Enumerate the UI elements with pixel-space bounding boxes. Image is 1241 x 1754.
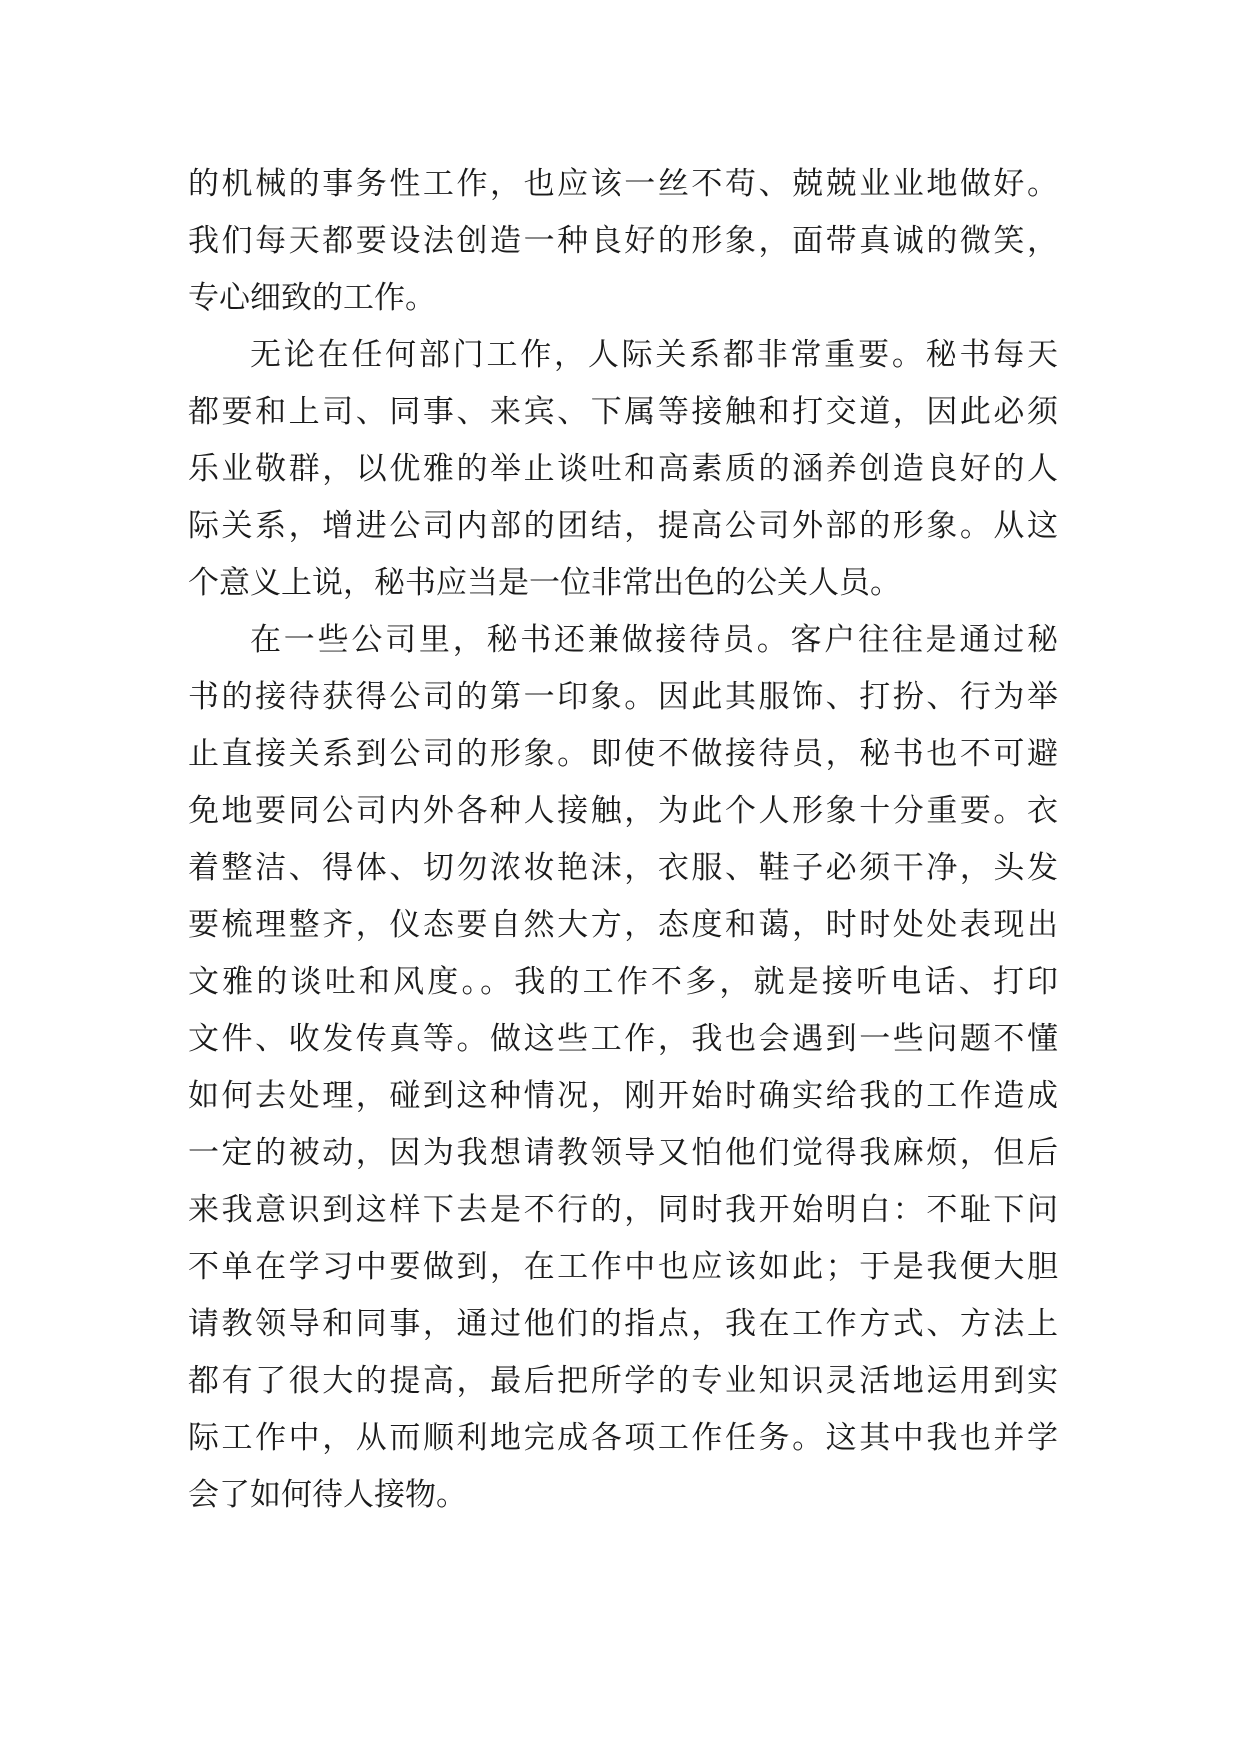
- text-line: 乐业敬群，以优雅的举止谈吐和高素质的涵养创造良好的人: [188, 451, 1058, 487]
- text-line: 止直接关系到公司的形象。即使不做接待员，秘书也不可避: [188, 736, 1058, 772]
- text-line: 都要和上司、同事、来宾、下属等接触和打交道，因此必须: [188, 394, 1058, 430]
- text-line: 免地要同公司内外各种人接触，为此个人形象十分重要。衣: [188, 793, 1058, 829]
- text-line: 际关系，增进公司内部的团结，提高公司外部的形象。从这: [188, 508, 1058, 544]
- text-line: 要梳理整齐，仪态要自然大方，态度和蔼，时时处处表现出: [188, 907, 1058, 943]
- text-line: 我们每天都要设法创造一种良好的形象，面带真诚的微笑，: [188, 223, 1058, 259]
- text-line: 专心细致的工作。: [188, 280, 436, 316]
- body-text: [188, 156, 1058, 1524]
- text-line: 来我意识到这样下去是不行的，同时我开始明白：不耻下问: [188, 1192, 1058, 1228]
- text-line: 书的接待获得公司的第一印象。因此其服饰、打扮、行为举: [188, 679, 1058, 715]
- text-line: 的机械的事务性工作，也应该一丝不苟、兢兢业业地做好。: [188, 166, 1058, 202]
- text-line: 无论在任何部门工作，人际关系都非常重要。秘书每天: [250, 337, 1058, 373]
- text-line: 如何去处理，碰到这种情况，刚开始时确实给我的工作造成: [188, 1078, 1058, 1114]
- text-line: 一定的被动，因为我想请教领导又怕他们觉得我麻烦，但后: [188, 1135, 1058, 1171]
- text-line: 会了如何待人接物。: [188, 1477, 467, 1513]
- text-line: 请教领导和同事，通过他们的指点，我在工作方式、方法上: [188, 1306, 1058, 1342]
- text-line: 文件、收发传真等。做这些工作，我也会遇到一些问题不懂: [188, 1021, 1058, 1057]
- text-line: 文雅的谈吐和风度。。我的工作不多，就是接听电话、打印: [188, 964, 1058, 1000]
- text-line: 在一些公司里，秘书还兼做接待员。客户往往是通过秘: [250, 622, 1058, 658]
- text-line: 都有了很大的提高，最后把所学的专业知识灵活地运用到实: [188, 1363, 1058, 1399]
- text-line: 不单在学习中要做到，在工作中也应该如此；于是我便大胆: [188, 1249, 1058, 1285]
- text-line: 着整洁、得体、切勿浓妆艳沫，衣服、鞋子必须干净，头发: [188, 850, 1058, 886]
- text-line: 际工作中，从而顺利地完成各项工作任务。这其中我也并学: [188, 1420, 1058, 1456]
- text-line: 个意义上说，秘书应当是一位非常出色的公关人员。: [188, 565, 901, 601]
